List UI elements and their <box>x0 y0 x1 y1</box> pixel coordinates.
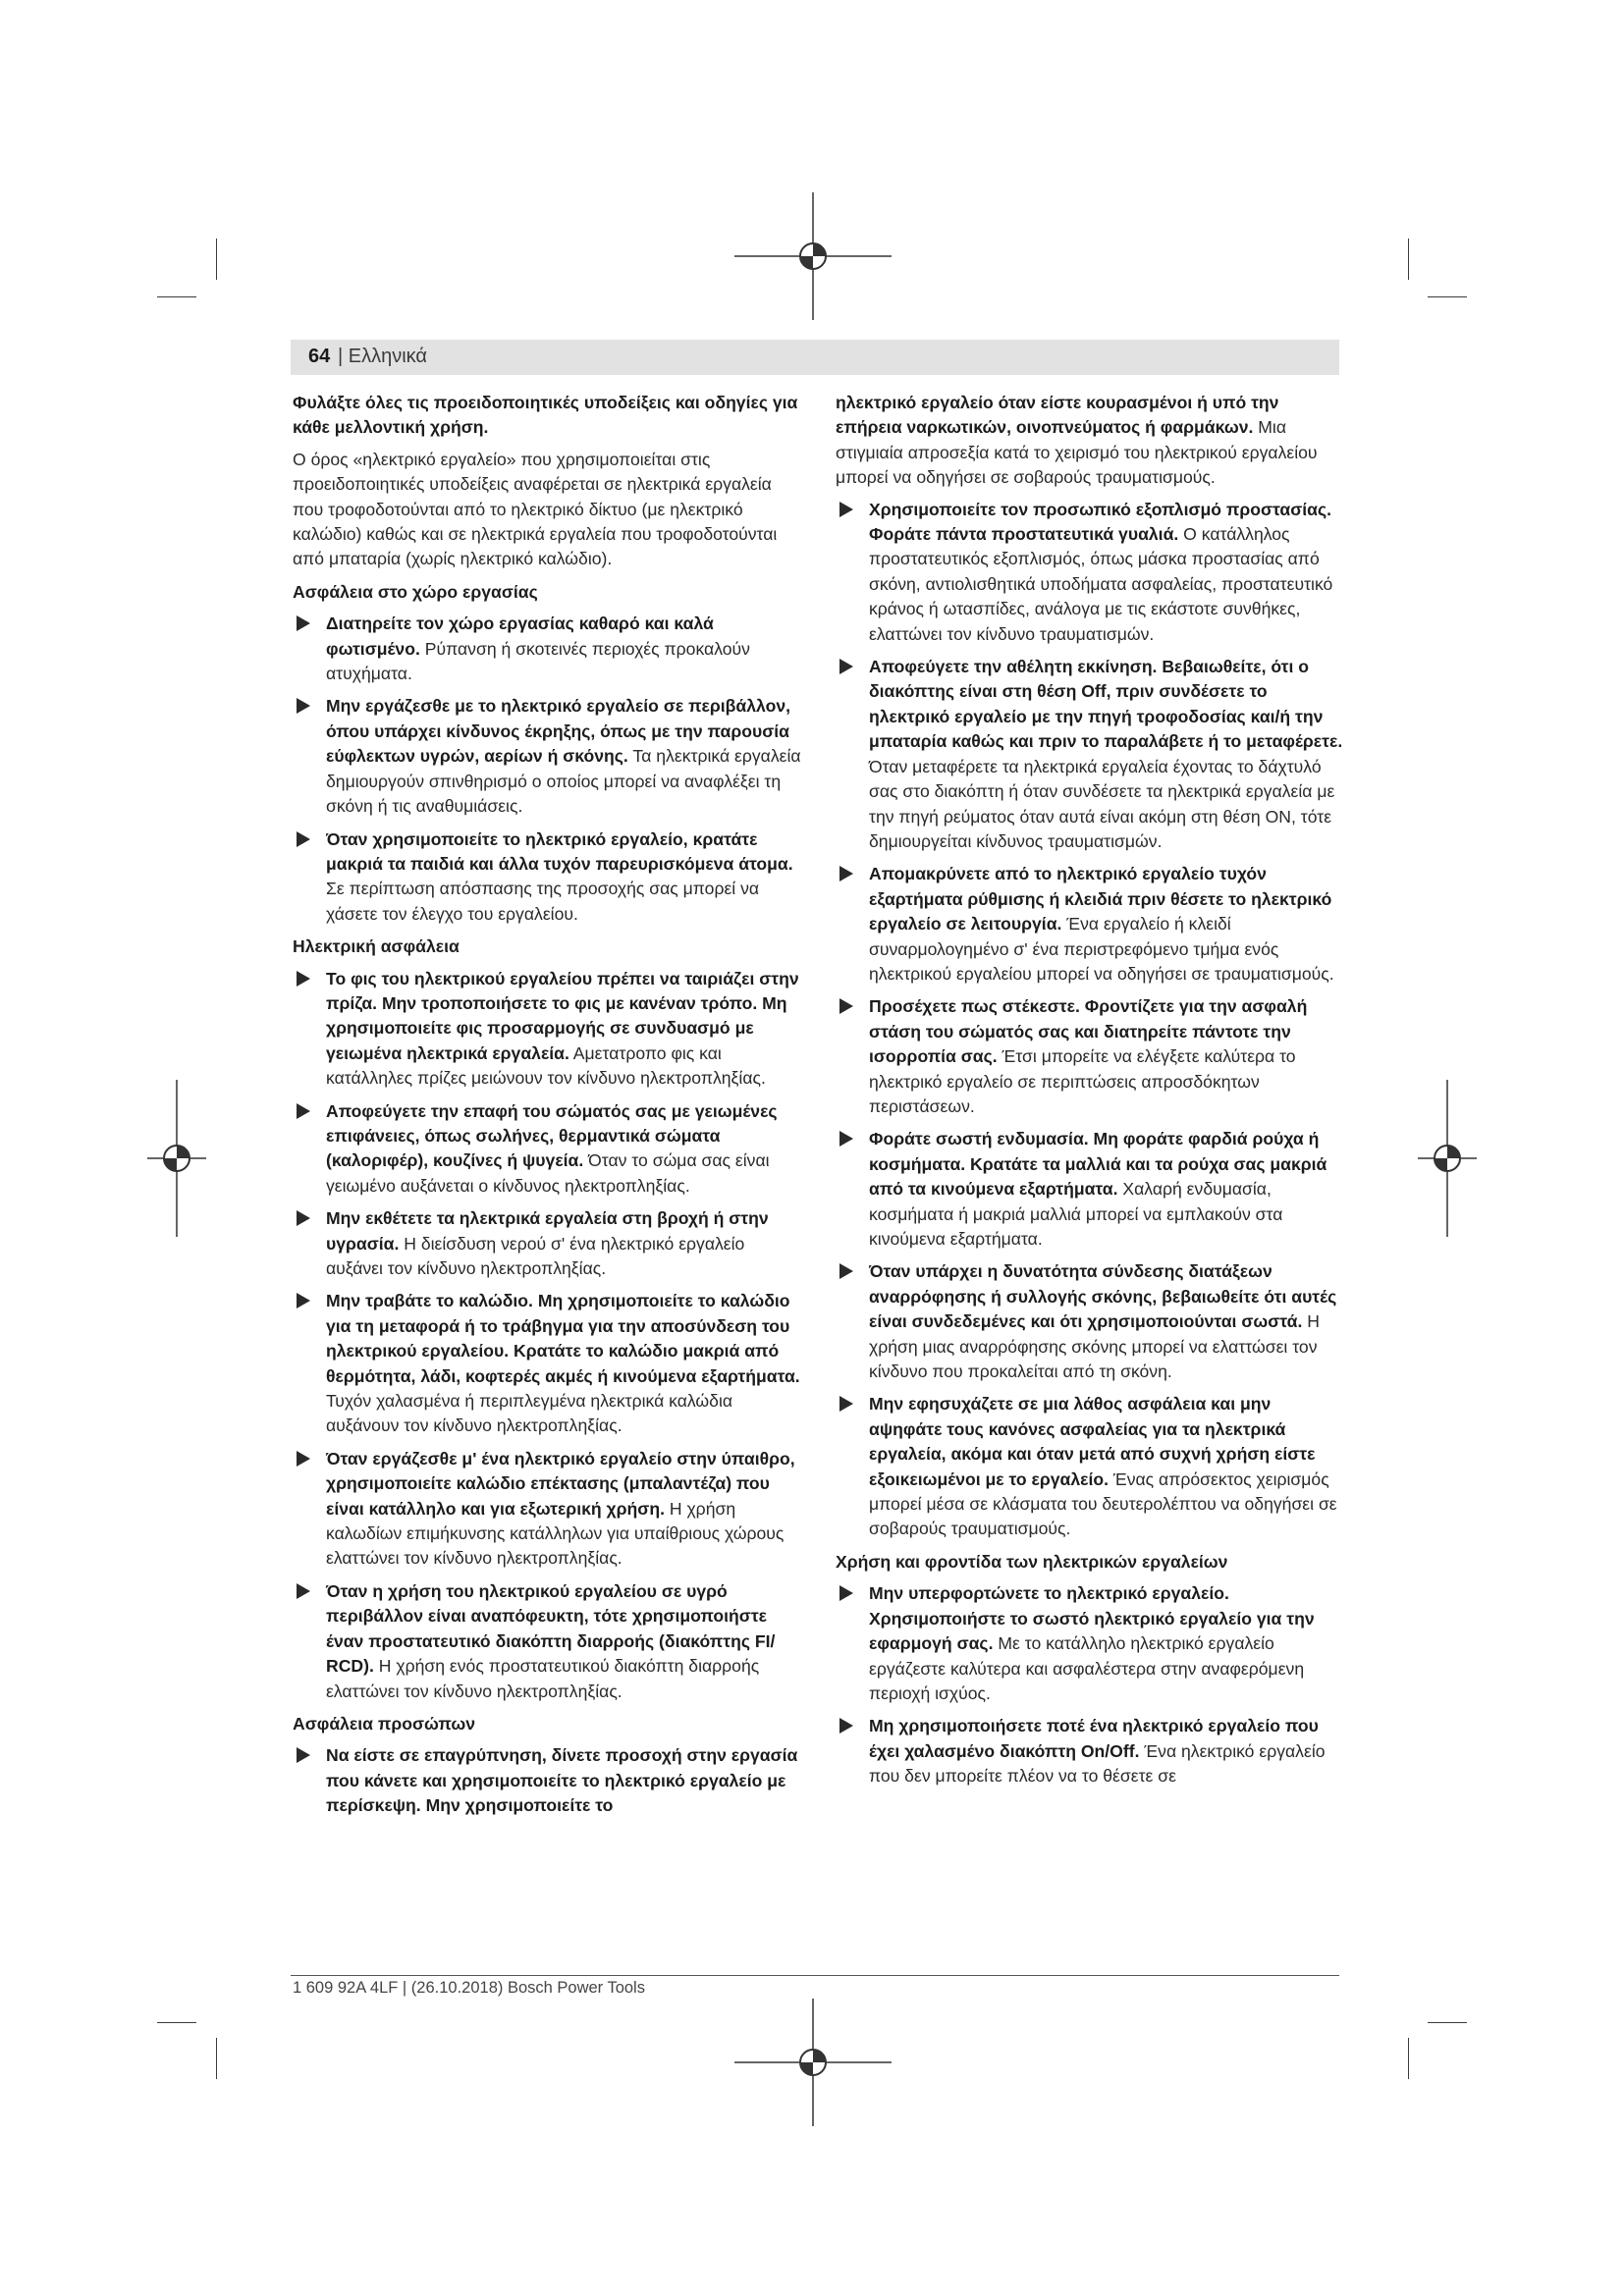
registration-mark-icon <box>734 1999 892 2126</box>
bullet-arrow-icon <box>297 971 310 987</box>
crop-mark <box>1408 2038 1409 2079</box>
page-footer: 1 609 92A 4LF | (26.10.2018) Bosch Power Tools <box>293 1979 645 1997</box>
list-item: Μην εφησυχάζετε σε μια λάθος ασφάλεια και μην αψηφάτε τους κανόνες ασφαλείας για τα ηλεκτρικά εργαλεία, ακόμα και όταν μετά από συχνή χρήση είστε εξοικειωμένοι με το εργαλείο. Ένας απρόσεκτος χειρισμός μπορεί μέσα σε κλάσματα του δευτερολέπτου να οδηγήσει σε σοβαρούς τραυματισμούς. <box>836 1392 1348 1541</box>
bullet-arrow-icon <box>839 1263 853 1279</box>
crop-mark <box>1428 296 1467 297</box>
registration-mark-icon <box>1418 1080 1477 1237</box>
bullet-arrow-icon <box>839 866 853 881</box>
list-item: Απομακρύνετε από το ηλεκτρικό εργαλείο τυχόν εξαρτήματα ρύθμισης ή κλειδιά πριν θέσετε το ηλεκτρικό εργαλείο σε λειτουργία. Ένα εργαλείο ή κλειδί συναρμολογημένο σ' ένα περιστρεφόμενο τμήμα ενός ηλεκτρικού εργαλείου μπορεί να οδηγήσει σε τραυματισμούς. <box>836 862 1348 987</box>
list-item: Μην τραβάτε το καλώδιο. Μη χρησιμοποιείτε το καλώδιο για τη μεταφορά ή το τράβηγμα για την αποσύνδεση του ηλεκτρικού εργαλείου. Κρατάτε το καλώδιο μακριά από θερμότητα, λάδι, κοφτερές ακμές ή κινούμενα εξαρτήματα. Τυχόν χαλασμένα ή περιπλεγμένα ηλεκτρικά καλώδια αυξάνουν τον κίνδυνο ηλεκτροπληξίας. <box>293 1289 803 1438</box>
bullet-arrow-icon <box>297 1583 310 1599</box>
list-item: Μη χρησιμοποιήσετε ποτέ ένα ηλεκτρικό εργαλείο που έχει χαλασμένο διακόπτη On/Off. Ένα ηλεκτρικό εργαλείο που δεν μπορείτε πλέον να το θέσετε σε <box>836 1714 1348 1789</box>
crop-mark <box>157 2022 196 2023</box>
intro-heading: Φυλάξτε όλες τις προειδοποιητικές υποδείξεις και οδηγίες για κάθε μελλοντική χρήση. <box>293 393 798 438</box>
bullet-arrow-icon <box>297 1293 310 1308</box>
bullet-arrow-icon <box>839 1718 853 1734</box>
right-column <box>836 391 1348 1797</box>
list-item: Αποφεύγετε την αθέλητη εκκίνηση. Βεβαιωθείτε, ότι ο διακόπτης είναι στη θέση Off, πριν συνδέσετε το ηλεκτρικό εργαλείο με την πηγή τροφοδοσίας και/ή την μπαταρία καθώς και πριν το παραλάβετε ή το μεταφέρετε. Όταν μεταφέρετε τα ηλεκτρικά εργαλεία έχοντας το δάχτυλό σας στο διακόπτη ή όταν συνδέσετε τα ηλεκτρικά εργαλεία με την πηγή ρεύματος όταν αυτά είναι ακόμη στη θέση ON, τότε δημιουργείται κίνδυνος τραυματισμών. <box>836 655 1348 854</box>
section-title-personal-safety: Ασφάλεια προσώπων <box>293 1713 476 1734</box>
page-header <box>291 340 1339 375</box>
list-item: Όταν εργάζεσθε μ' ένα ηλεκτρικό εργαλείο στην ύπαιθρο, χρησιμοποιείτε καλώδιο επέκτασης (μπαλαντέζα) που είναι κατάλληλο και για εξωτερική χρήση. Η χρήση καλωδίων επιμήκυνσης κατάλληλων για υπαίθριους χώρους ελαττώνει τον κίνδυνο ηλεκτροπληξίας. <box>293 1447 803 1572</box>
intro-paragraph: Ο όρος «ηλεκτρικό εργαλείο» που χρησιμοποιείται στις προειδοποιητικές υποδείξεις αναφέρεται σε ηλεκτρικά εργαλεία που τροφοδοτούνται από το ηλεκτρικό δίκτυο (με ηλεκτρικό καλώδιο) καθώς και σε ηλεκτρικά εργαλεία που τροφοδοτούνται από μπαταρία (χωρίς ηλεκτρικό καλώδιο). <box>293 449 778 569</box>
bullet-arrow-icon <box>297 831 310 847</box>
bullet-arrow-icon <box>297 1451 310 1467</box>
list-item: Αποφεύγετε την επαφή του σώματός σας με γειωμένες επιφάνειες, όπως σωλήνες, θερμαντικά σώματα (καλοριφέρ), κουζίνες ή ψυγεία. Όταν το σώμα σας είναι γειωμένο αυξάνεται ο κίνδυνος ηλεκτροπληξίας. <box>293 1099 803 1200</box>
language-label: | Ελληνικά <box>338 346 427 367</box>
bullet-arrow-icon <box>297 1747 310 1763</box>
list-item: Το φις του ηλεκτρικού εργαλείου πρέπει να ταιριάζει στην πρίζα. Μην τροποποιήσετε το φις με κανέναν τρόπο. Μη χρησιμοποιείτε φις προσαρμογής σε συνδυασμό με γειωμένα ηλεκτρικά εργαλεία. Αμετατροπο φις και κατάλληλες πρίζες μειώνουν τον κίνδυνο ηλεκτροπληξίας. <box>293 967 803 1092</box>
bullet-arrow-icon <box>839 1131 853 1147</box>
crop-mark <box>157 296 196 297</box>
list-item: Χρησιμοποιείτε τον προσωπικό εξοπλισμό προστασίας. Φοράτε πάντα προστατευτικά γυαλιά. Ο κατάλληλος προστατευτικός εξοπλισμός, όπως μάσκα προστασίας από σκόνη, αντιολισθητικά υποδήματα ασφαλείας, προστατευτικό κράνος ή ωτασπίδες, ανάλογα με τις εκάστοτε συνθήκες, ελαττώνει τον κίνδυνο τραυματισμών. <box>836 498 1348 647</box>
bullet-arrow-icon <box>297 1103 310 1119</box>
section-title-tool-use-care: Χρήση και φροντίδα των ηλεκτρικών εργαλείων <box>836 1551 1228 1572</box>
bullet-arrow-icon <box>297 1210 310 1226</box>
list-item: Μην εργάζεσθε με το ηλεκτρικό εργαλείο σε περιβάλλον, όπου υπάρχει κίνδυνος έκρηξης, όπως με την παρουσία εύφλεκτων υγρών, αερίων ή σκόνης. Τα ηλεκτρικά εργαλεία δημιουργούν σπινθηρισμό ο οποίος μπορεί να αναφλέξει τη σκόνη ή τις αναθυμιάσεις. <box>293 694 803 819</box>
registration-mark-icon <box>147 1080 206 1237</box>
registration-mark-icon <box>734 192 892 320</box>
list-item: Μην υπερφορτώνετε το ηλεκτρικό εργαλείο. Χρησιμοποιήστε το σωστό ηλεκτρικό εργαλείο για την εφαρμογή σας. Με το κατάλληλο ηλεκτρικό εργαλείο εργάζεστε καλύτερα και ασφαλέστερα στην αναφερόμενη περιοχή ισχύος. <box>836 1581 1348 1706</box>
footer-rule <box>291 1975 1339 1976</box>
section-title-workplace-safety: Ασφάλεια στο χώρο εργασίας <box>293 581 538 602</box>
list-item: Φοράτε σωστή ενδυμασία. Μη φοράτε φαρδιά ρούχα ή κοσμήματα. Κρατάτε τα μαλλιά και τα ρούχα σας μακριά από τα κινούμενα εξαρτήματα. Χαλαρή ενδυμασία, κοσμήματα ή μακριά μαλλιά μπορεί να εμπλακούν στα κινούμενα εξαρτήματα. <box>836 1127 1348 1252</box>
bullet-arrow-icon <box>297 615 310 631</box>
list-item: Προσέχετε πως στέκεστε. Φροντίζετε για την ασφαλή στάση του σώματός σας και διατηρείτε πάντοτε την ισορροπία σας. Έτσι μπορείτε να ελέγξετε καλύτερα το ηλεκτρικό εργαλείο σε περιπτώσεις απροσδόκητων περιστάσεων. <box>836 994 1348 1119</box>
list-item: Όταν η χρήση του ηλεκτρικού εργαλείου σε υγρό περιβάλλον είναι αναπόφευκτη, τότε χρησιμοποιήστε έναν προστατευτικό διακόπτη διαρροής (διακόπτης FI/ RCD). Η χρήση ενός προστατευτικού διακόπτη διαρροής ελαττώνει τον κίνδυνο ηλεκτροπληξίας. <box>293 1579 803 1704</box>
section-title-electrical-safety: Ηλεκτρική ασφάλεια <box>293 936 460 957</box>
list-item: Όταν υπάρχει η δυνατότητα σύνδεσης διατάξεων αναρρόφησης ή συλλογής σκόνης, βεβαιωθείτε ότι αυτές είναι συνδεδεμένες και ότι χρησιμοποιούνται σωστά. Η χρήση μιας αναρρόφησης σκόνης μπορεί να ελαττώσει τον κίνδυνο που προκαλείται από τη σκόνη. <box>836 1259 1348 1384</box>
list-item: Μην εκθέτετε τα ηλεκτρικά εργαλεία στη βροχή ή στην υγρασία. Η διείσδυση νερού σ' ένα ηλεκτρικό εργαλείο αυξάνει τον κίνδυνο ηλεκτροπληξίας. <box>293 1206 803 1281</box>
bullet-arrow-icon <box>297 698 310 714</box>
list-item: Να είστε σε επαγρύπνηση, δίνετε προσοχή στην εργασία που κάνετε και χρησιμοποιείτε το ηλεκτρικό εργαλείο με περίσκεψη. Μην χρησιμοποιείτε το <box>293 1743 803 1818</box>
bullet-arrow-icon <box>839 998 853 1014</box>
bullet-arrow-icon <box>839 502 853 517</box>
crop-mark <box>216 2038 217 2079</box>
list-item: Όταν χρησιμοποιείτε το ηλεκτρικό εργαλείο, κρατάτε μακριά τα παιδιά και άλλα τυχόν παρευρισκόμενα άτομα. Σε περίπτωση απόσπασης της προσοχής σας μπορεί να χάσετε τον έλεγχο του εργαλείου. <box>293 828 803 928</box>
page-number: 64 <box>308 346 331 367</box>
crop-mark <box>216 239 217 280</box>
crop-mark <box>1408 239 1409 280</box>
crop-mark <box>1428 2022 1467 2023</box>
bullet-arrow-icon <box>839 659 853 674</box>
left-column <box>293 391 803 1827</box>
bullet-arrow-icon <box>839 1585 853 1601</box>
continued-item: ηλεκτρικό εργαλείο όταν είστε κουρασμένοι ή υπό την επήρεια ναρκωτικών, οινοπνεύματος ή φαρμάκων. Μια στιγμιαία απροσεξία κατά το χειρισμό του ηλεκτρικού εργαλείου μπορεί να οδηγήσει σε σοβαρούς τραυματισμούς. <box>836 393 1318 488</box>
list-item: Διατηρείτε τον χώρο εργασίας καθαρό και καλά φωτισμένο. Ρύπανση ή σκοτεινές περιοχές προκαλούν ατυχήματα. <box>293 612 803 686</box>
bullet-arrow-icon <box>839 1396 853 1412</box>
